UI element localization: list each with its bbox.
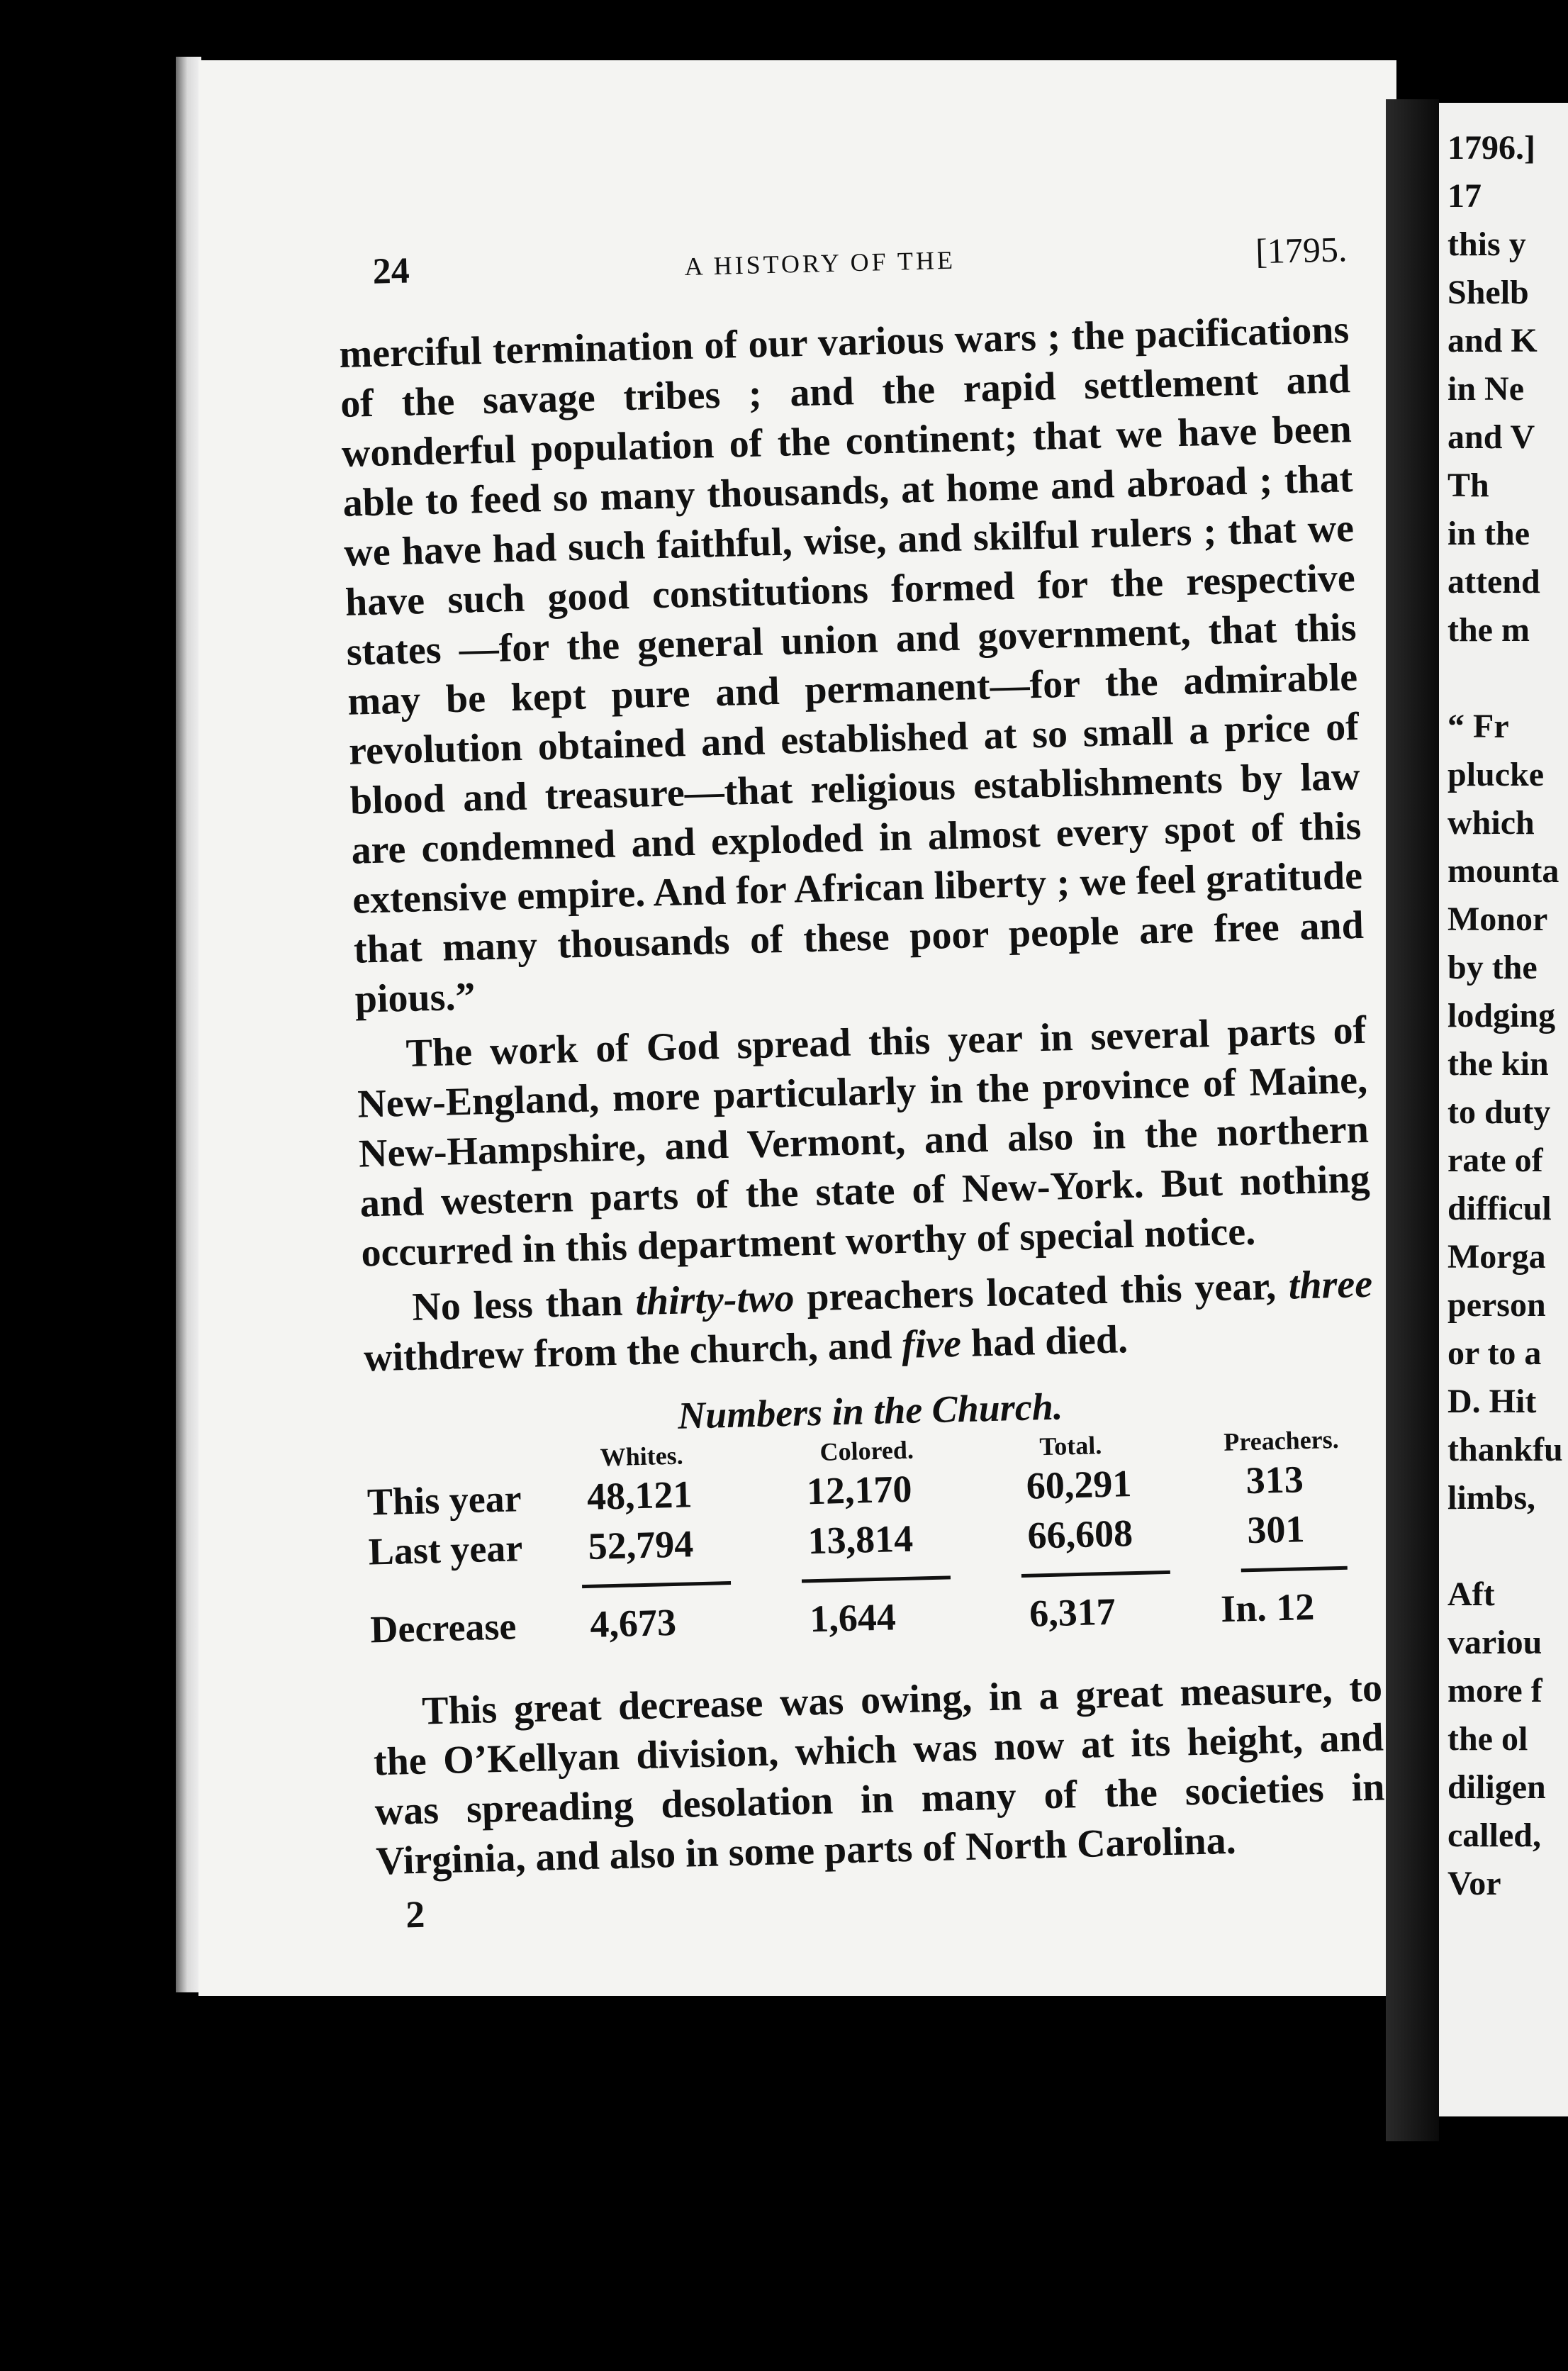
text-run: No less than	[411, 1280, 637, 1329]
facing-line: this y	[1447, 225, 1526, 263]
table-cell: 1,644	[809, 1595, 897, 1641]
facing-line: Monor	[1447, 900, 1548, 938]
sum-rule	[1021, 1571, 1170, 1578]
running-year: [1795.	[1255, 229, 1348, 272]
text-run: withdrew from the church, and	[363, 1322, 902, 1380]
facing-line: or to a	[1447, 1334, 1542, 1372]
facing-line: Vor	[1447, 1865, 1501, 1902]
facing-line: rate of	[1447, 1142, 1543, 1179]
page-gutter-shadow	[1386, 99, 1439, 2141]
page-number: 24	[372, 250, 410, 292]
facing-line: attend	[1447, 563, 1540, 601]
col-header-total: Total.	[1038, 1431, 1102, 1461]
table-cell: 48,121	[586, 1473, 693, 1518]
paragraph-3	[362, 1259, 1374, 1383]
italic-run: thirty-two	[634, 1276, 795, 1324]
paragraph-2: The work of God spread this year in several parts of New-England, more particularly in the province of Maine, New-Hampshire, and Vermont, and also in the northern and western parts of the state of New-York. But nothing occurred in this department worthy of special notice.	[357, 1008, 1371, 1276]
facing-line: 17	[1447, 177, 1482, 215]
church-numbers-table	[366, 1424, 1382, 1683]
table-cell: In. 12	[1220, 1585, 1315, 1631]
table-cell: 301	[1246, 1507, 1306, 1552]
col-header-whites: Whites.	[600, 1441, 684, 1472]
page-content	[337, 227, 1388, 1937]
facing-line: variou	[1447, 1624, 1542, 1661]
paragraph-4: This great decrease was owing, in a great measure, to the O’Kellyan division, which was now at its height, and was spreading desolation in many of the societies in Virginia, and also in some parts of North Carolina.	[373, 1666, 1386, 1884]
italic-run: three	[1288, 1261, 1373, 1308]
sum-rule	[802, 1575, 951, 1583]
facing-line: the m	[1447, 611, 1530, 649]
facing-line: person	[1447, 1286, 1546, 1324]
facing-line: more f	[1447, 1672, 1542, 1709]
table-cell: 313	[1245, 1458, 1304, 1502]
facing-line: difficul	[1447, 1190, 1552, 1227]
facing-line	[1447, 1522, 1563, 1571]
col-header-preachers: Preachers.	[1223, 1424, 1340, 1456]
row-label: Last year	[368, 1527, 523, 1573]
table-cell: 4,673	[589, 1600, 677, 1646]
facing-line: Aft	[1447, 1575, 1495, 1613]
running-title: A HISTORY OF THE	[684, 245, 956, 281]
facing-line: lodging	[1447, 997, 1556, 1034]
sum-rule	[582, 1581, 731, 1588]
facing-line: diligen	[1447, 1768, 1546, 1806]
facing-line: Morga	[1447, 1238, 1546, 1276]
facing-line: plucke	[1447, 756, 1545, 793]
facing-page-text	[1447, 124, 1563, 1908]
facing-line: Shelb	[1447, 274, 1529, 311]
facing-page	[1439, 103, 1568, 2116]
italic-run: five	[901, 1321, 962, 1367]
col-header-colored: Colored.	[819, 1435, 914, 1466]
facing-line: limbs,	[1447, 1479, 1536, 1517]
table-cell: 13,814	[807, 1517, 914, 1563]
facing-line: which	[1447, 804, 1535, 842]
facing-line: the ol	[1447, 1720, 1528, 1758]
facing-line: called,	[1447, 1817, 1541, 1854]
facing-line: and K	[1447, 322, 1538, 359]
table-cell: 66,608	[1026, 1512, 1133, 1557]
table-cell: 60,291	[1026, 1462, 1133, 1507]
facing-line: mounta	[1447, 852, 1559, 890]
facing-line: by the	[1447, 949, 1538, 986]
facing-line: to duty	[1447, 1093, 1551, 1131]
signature-mark: 2	[405, 1892, 426, 1936]
row-label: This year	[366, 1477, 522, 1524]
facing-line: in the	[1447, 515, 1530, 552]
facing-line	[1447, 654, 1563, 703]
facing-line: and V	[1447, 418, 1535, 456]
facing-line: 1796.]	[1447, 129, 1535, 167]
facing-line: D. Hit	[1447, 1383, 1537, 1420]
facing-line: Th	[1447, 467, 1489, 504]
facing-line: in Ne	[1447, 370, 1524, 408]
table-cell: 12,170	[806, 1467, 913, 1513]
table-title: Numbers in the Church.	[677, 1385, 1063, 1437]
table-cell: 52,794	[587, 1522, 694, 1568]
facing-line: thankfu	[1447, 1431, 1563, 1468]
text-run: preachers located this year,	[793, 1263, 1289, 1320]
row-label: Decrease	[369, 1605, 517, 1651]
text-run: had died.	[961, 1317, 1129, 1366]
book-spine	[176, 57, 201, 1992]
facing-line: “ Fr	[1447, 708, 1509, 745]
facing-line: the kin	[1447, 1045, 1549, 1083]
paragraph-1: merciful termination of our various wars ; the pacifications of the savage tribes ; and the rapid settlement and wonderful population of the continent; that we have been able to feed so many thousands, at home and abroad ; that we have had such faithful, wise, and skilful rulers ; that we have such good constitutions formed for the respective states —for the general union and government, that this may be kept pure and permanent—for the admirable revolution obtained and established at so small a price of blood and treasure—that religious establishments by law are condemned and exploded in almost every spot of this extensive empire. And for African liberty ; we feel gratitude that many thousands of these poor people are free and pious.”	[338, 308, 1365, 1022]
table-cell: 6,317	[1029, 1590, 1116, 1635]
sum-rule	[1241, 1566, 1348, 1573]
